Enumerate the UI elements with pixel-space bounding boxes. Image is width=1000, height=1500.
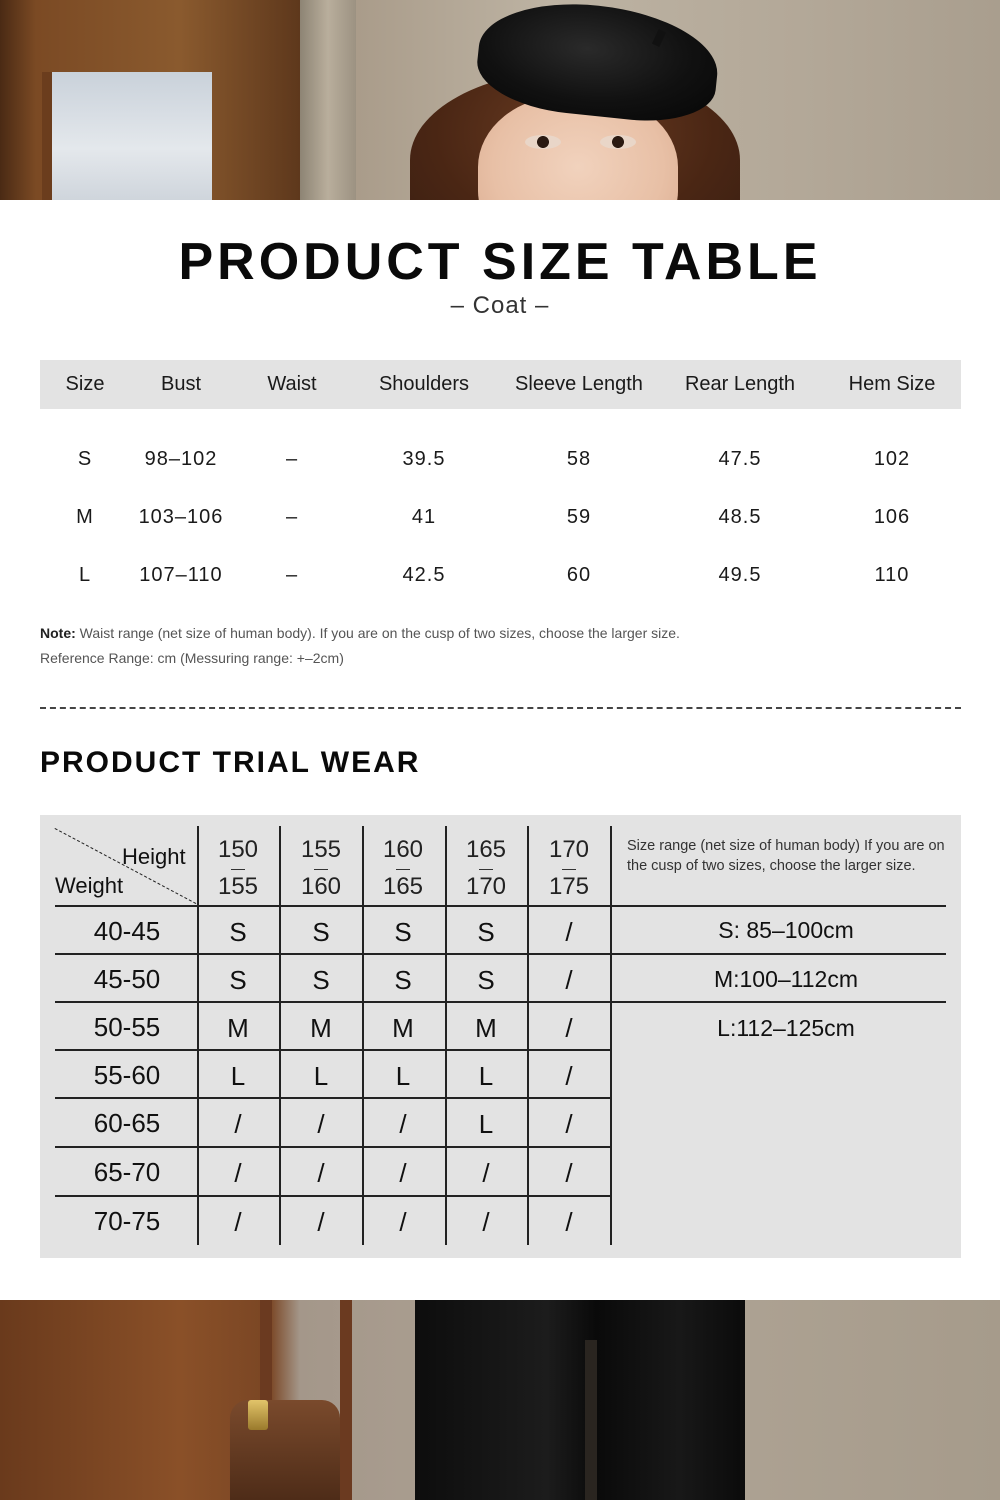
height-range-top: 170	[548, 836, 590, 863]
size-recommendation-cell: /	[565, 1061, 573, 1091]
note-text: Waist range (net size of human body). If you are on the cusp of two sizes, choose the larger size.	[75, 625, 680, 641]
size-recommendation-cell: M	[392, 1013, 414, 1043]
size-recommendation-cell: /	[565, 1207, 573, 1237]
weight-range-label: 60-65	[93, 1108, 161, 1138]
size-recommendation-cell: S	[477, 965, 495, 995]
height-range-top: 155	[300, 836, 342, 863]
size-table-cell: 48.5	[718, 506, 762, 528]
size-table-cell: 39.5	[402, 448, 446, 470]
size-table-cell: 58	[566, 448, 592, 470]
bag-strap-right	[340, 1300, 352, 1500]
size-recommendation-cell: S	[229, 965, 247, 995]
bust-range-value: M:100–112cm	[713, 966, 859, 992]
size-recommendation-cell: L	[395, 1061, 411, 1091]
size-table-cell: L	[78, 564, 92, 586]
section-divider	[40, 707, 961, 709]
model-photo-bottom	[0, 1300, 1000, 1500]
grid-hline	[55, 905, 946, 907]
grid-hline	[55, 1001, 946, 1003]
size-range-note: Size range (net size of human body) If you are on the cusp of two sizes, choose the larger size.	[627, 838, 945, 874]
note-line	[40, 625, 680, 641]
size-recommendation-cell: L	[478, 1061, 494, 1091]
size-recommendation-cell: /	[317, 1109, 325, 1139]
size-recommendation-cell: M	[310, 1013, 332, 1043]
size-recommendation-cell: /	[565, 917, 573, 947]
size-col-header: Rear Length	[684, 373, 796, 395]
bust-range-value: S: 85–100cm	[718, 917, 854, 943]
size-recommendation-cell: S	[312, 965, 330, 995]
size-recommendation-cell: L	[313, 1061, 329, 1091]
grid-hline	[55, 1049, 611, 1051]
size-recommendation-cell: S	[394, 917, 412, 947]
grid-hline	[55, 1146, 611, 1148]
size-table-cell: 107–110	[139, 564, 223, 586]
grid-hline	[55, 1195, 611, 1197]
black-pants	[415, 1300, 745, 1500]
size-table-cell: 42.5	[402, 564, 446, 586]
size-recommendation-cell: /	[234, 1109, 242, 1139]
model-eye-right	[600, 135, 636, 149]
weight-range-label: 40-45	[93, 916, 161, 946]
size-table-cell: 103–106	[138, 506, 224, 528]
size-recommendation-cell: /	[482, 1207, 490, 1237]
size-recommendation-cell: /	[399, 1158, 407, 1188]
size-recommendation-cell: /	[565, 965, 573, 995]
height-range-top: 160	[382, 836, 424, 863]
weight-range-label: 70-75	[93, 1206, 161, 1236]
grid-hline	[55, 953, 946, 955]
size-table-cell: M	[76, 506, 94, 528]
height-range-bottom: 165	[382, 873, 424, 900]
size-col-header: Bust	[160, 373, 202, 395]
height-label: Height	[122, 844, 186, 869]
reference-line: Reference Range: cm (Messuring range: +–2cm)	[40, 650, 344, 666]
height-range-top: 150	[217, 836, 259, 863]
size-col-header: Sleeve Length	[515, 373, 643, 395]
model-eye-left	[525, 135, 561, 149]
trial-section-title: PRODUCT TRIAL WEAR	[40, 746, 421, 779]
size-table-cell: 59	[566, 506, 592, 528]
size-recommendation-cell: S	[477, 917, 495, 947]
weight-range-label: 50-55	[93, 1012, 161, 1042]
model-photo-top	[0, 0, 1000, 200]
weight-label: Weight	[55, 873, 124, 898]
size-table-cell: –	[285, 564, 299, 586]
size-table-cell: 110	[874, 564, 910, 586]
size-recommendation-cell: S	[312, 917, 330, 947]
pants-gap	[585, 1340, 597, 1500]
size-col-header: Waist	[267, 373, 317, 395]
weight-range-label: 45-50	[93, 964, 161, 994]
grid-hline	[55, 1097, 611, 1099]
size-table-cell: 47.5	[718, 448, 762, 470]
size-table-cell: –	[285, 506, 299, 528]
size-table-cell: 102	[873, 448, 911, 470]
size-recommendation-cell: S	[229, 917, 247, 947]
door-window	[42, 72, 212, 200]
size-recommendation-cell: S	[394, 965, 412, 995]
size-recommendation-cell: /	[399, 1109, 407, 1139]
size-recommendation-cell: /	[482, 1158, 490, 1188]
size-col-header: Size	[65, 373, 105, 395]
height-range-bottom: 155	[217, 873, 259, 900]
size-recommendation-cell: L	[478, 1109, 494, 1139]
size-table-cell: 49.5	[718, 564, 762, 586]
size-recommendation-cell: /	[317, 1207, 325, 1237]
size-table-cell: 98–102	[144, 448, 218, 470]
size-recommendation-cell: /	[234, 1158, 242, 1188]
size-recommendation-cell: L	[230, 1061, 246, 1091]
size-table-cell: 60	[566, 564, 592, 586]
size-table-cell: 106	[873, 506, 911, 528]
size-recommendation-cell: /	[399, 1207, 407, 1237]
size-table-cell: 41	[411, 506, 437, 528]
size-recommendation-cell: /	[565, 1109, 573, 1139]
leather-bag	[230, 1400, 340, 1500]
size-table-cell: –	[285, 448, 299, 470]
bag-clasp	[248, 1400, 268, 1430]
size-recommendation-cell: /	[565, 1158, 573, 1188]
page-title: PRODUCT SIZE TABLE	[178, 233, 822, 291]
size-recommendation-cell: M	[227, 1013, 249, 1043]
note-label: Note:	[40, 625, 76, 641]
size-recommendation-cell: M	[475, 1013, 497, 1043]
size-col-header: Shoulders	[378, 373, 470, 395]
weight-range-label: 65-70	[93, 1157, 161, 1187]
size-col-header: Hem Size	[848, 373, 936, 395]
size-recommendation-cell: /	[565, 1013, 573, 1043]
size-table-cell: S	[77, 448, 93, 470]
size-recommendation-cell: /	[317, 1158, 325, 1188]
height-range-bottom: 175	[548, 873, 590, 900]
size-recommendation-cell: /	[234, 1207, 242, 1237]
wall-post	[300, 0, 356, 200]
height-range-bottom: 170	[465, 873, 507, 900]
height-range-top: 165	[465, 836, 507, 863]
height-range-bottom: 160	[300, 873, 342, 900]
weight-range-label: 55-60	[93, 1060, 161, 1090]
page-subtitle: – Coat –	[450, 292, 550, 319]
bust-range-value: L:112–125cm	[717, 1015, 855, 1041]
